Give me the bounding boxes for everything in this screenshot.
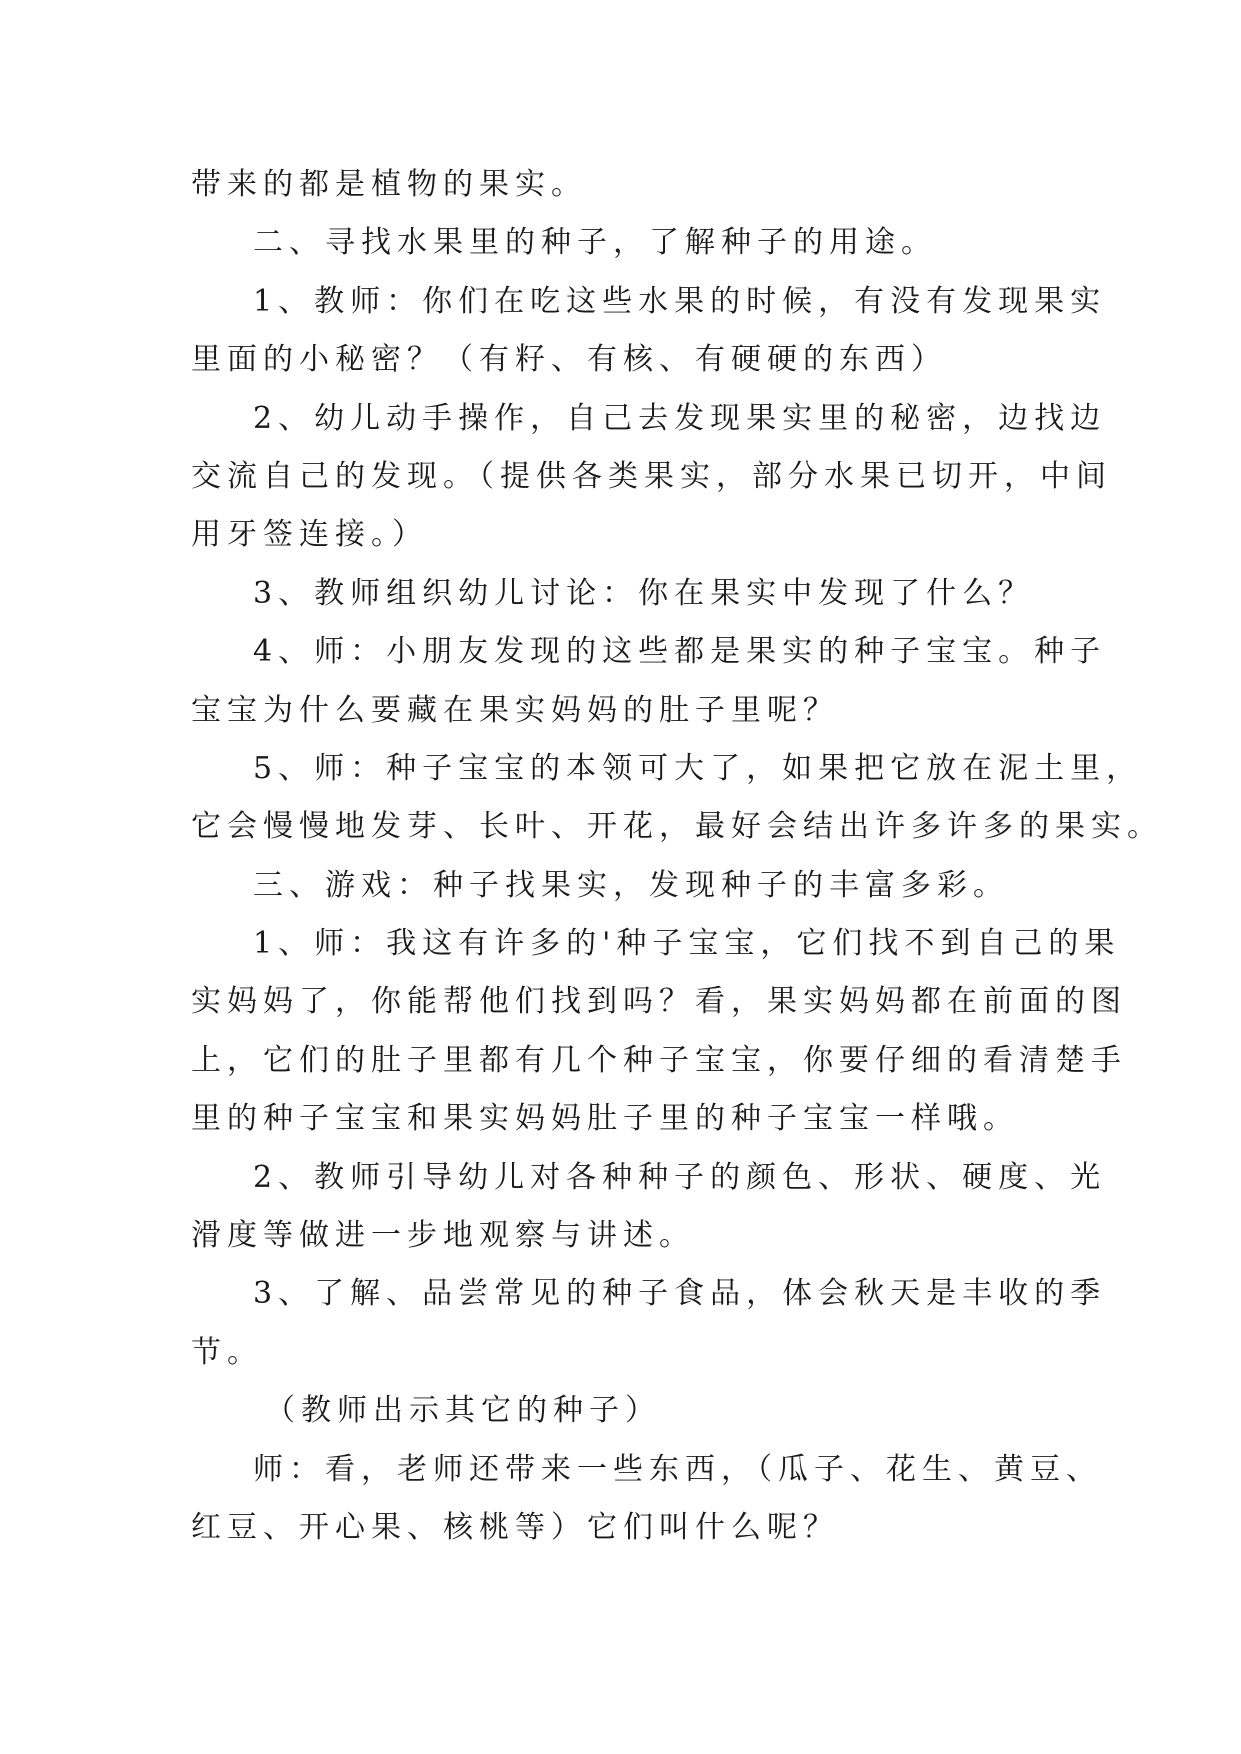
text-line: 里面的小秘密？（有籽、有核、有硬硬的东西） xyxy=(191,342,947,378)
text-line: 里的种子宝宝和果实妈妈肚子里的种子宝宝一样哦。 xyxy=(191,1101,1019,1137)
text-line: 3、教师组织幼儿讨论：你在果实中发现了什么？ xyxy=(253,575,1035,611)
text-line: 实妈妈了，你能帮他们找到吗？看，果实妈妈都在前面的图 xyxy=(191,984,1127,1020)
text-line: 3、了解、品尝常见的种子食品，体会秋天是丰收的季 xyxy=(253,1276,1107,1312)
text-line: 节。 xyxy=(191,1334,263,1370)
text-line: 1、师：我这有许多的'种子宝宝，它们找不到自己的果 xyxy=(253,926,1121,962)
section-heading: 二、寻找水果里的种子，了解种子的用途。 xyxy=(253,225,937,261)
text-line: 2、幼儿动手操作，自己去发现果实里的秘密，边找边 xyxy=(253,400,1107,436)
section-heading: 三、游戏：种子找果实，发现种子的丰富多彩。 xyxy=(253,867,1009,903)
text-line: 2、教师引导幼儿对各种种子的颜色、形状、硬度、光 xyxy=(253,1159,1107,1195)
text-line: 交流自己的发现。（提供各类果实，部分水果已切开，中间 xyxy=(191,458,1112,494)
text-line: 上，它们的肚子里都有几个种子宝宝，你要仔细的看清楚手 xyxy=(191,1042,1127,1078)
text-line: 5、师：种子宝宝的本领可大了，如果把它放在泥土里， xyxy=(253,750,1143,786)
text-line: 1、教师：你们在吃这些水果的时候，有没有发现果实 xyxy=(253,283,1107,319)
text-line: 用牙签连接。） xyxy=(191,517,428,553)
text-line: 红豆、开心果、核桃等）它们叫什么呢？ xyxy=(191,1509,839,1545)
text-line: 带来的都是植物的果实。 xyxy=(191,167,587,202)
text-line: 它会慢慢地发芽、长叶、开花，最好会结出许多许多的果实。 xyxy=(191,809,1163,845)
text-line: 滑度等做进一步地观察与讲述。 xyxy=(191,1218,695,1254)
text-line: 宝宝为什么要藏在果实妈妈的肚子里呢？ xyxy=(191,692,839,728)
text-line: 4、师：小朋友发现的这些都是果实的种子宝宝。种子 xyxy=(253,634,1107,670)
text-line: 师：看，老师还带来一些东西，（瓜子、花生、黄豆、 xyxy=(253,1451,1102,1487)
document-body xyxy=(191,156,1163,1557)
text-line: （教师出示其它的种子） xyxy=(265,1393,661,1429)
